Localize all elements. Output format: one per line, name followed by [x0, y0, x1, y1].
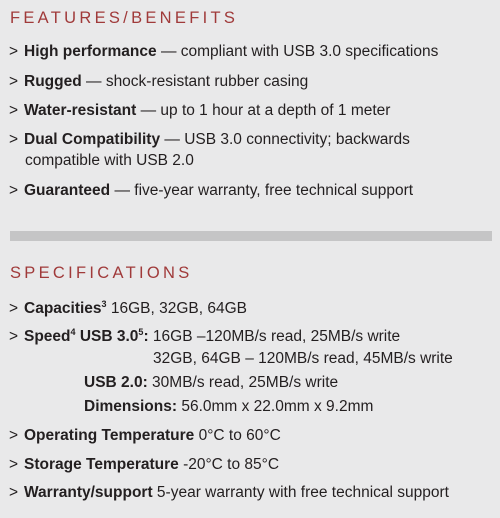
spec-item-speed: [9, 326, 400, 348]
bullet-marker: >: [9, 131, 19, 148]
spec-item-storage-temperature: [9, 454, 279, 476]
feature-text: up to 1 hour at a depth of 1 meter: [160, 102, 391, 119]
bullet-marker: >: [9, 456, 19, 473]
footnote-marker: 3: [101, 299, 107, 309]
spec-value: 5-year warranty with free technical support: [152, 484, 449, 501]
feature-title: Guaranteed: [24, 182, 111, 199]
usb2-value: 30MB/s read, 25MB/s write: [147, 374, 339, 391]
feature-title: Rugged: [24, 73, 82, 90]
spec-value: 0°C to 60°C: [194, 427, 281, 444]
dimensions-line: [84, 396, 373, 418]
spec-label: Warranty/support: [24, 484, 153, 501]
features-benefits-heading: FEATURES/BENEFITS: [10, 9, 239, 27]
bullet-marker: >: [9, 427, 19, 444]
bullet-marker: >: [9, 182, 19, 199]
feature-dash: —: [156, 43, 181, 60]
bullet-marker: >: [9, 484, 19, 501]
feature-dash: —: [136, 102, 161, 119]
spec-value: -20°C to 85°C: [178, 456, 280, 473]
dimensions-label: Dimensions:: [84, 398, 178, 415]
feature-item-guaranteed: [9, 180, 413, 202]
usb2-speed-line: [84, 372, 338, 394]
spec-label: Storage Temperature: [24, 456, 179, 473]
feature-item-rugged: [9, 71, 308, 93]
spec-label: Capacities: [24, 300, 102, 317]
usb3-speed-line1: 16GB –120MB/s read, 25MB/s write: [148, 328, 401, 345]
usb3-speed-line2: 32GB, 64GB – 120MB/s read, 45MB/s write: [153, 350, 453, 367]
feature-item-dual-compatibility: [9, 129, 410, 151]
feature-text-continuation: compatible with USB 2.0: [25, 152, 194, 169]
spec-value: 16GB, 32GB, 64GB: [106, 300, 248, 317]
feature-item-water-resistant: [9, 100, 390, 122]
footnote-marker: 4: [70, 327, 76, 337]
feature-title: High performance: [24, 43, 157, 60]
spec-item-warranty-support: [9, 482, 449, 504]
bullet-marker: >: [9, 73, 19, 90]
feature-item-high-performance: [9, 41, 438, 63]
feature-dash: —: [81, 73, 106, 90]
spec-label: Speed: [24, 328, 71, 345]
footnote-marker: 5: [138, 327, 144, 337]
feature-text: compliant with USB 3.0 specifications: [180, 43, 439, 60]
spec-item-capacities: [9, 298, 247, 320]
spec-item-operating-temperature: [9, 425, 281, 447]
feature-text: shock-resistant rubber casing: [105, 73, 309, 90]
usb3-label: USB 3.0: [75, 328, 139, 345]
usb2-label: USB 2.0:: [84, 374, 148, 391]
bullet-marker: >: [9, 102, 19, 119]
feature-dash: —: [110, 182, 135, 199]
feature-text: five-year warranty, free technical support: [134, 182, 414, 199]
feature-text: USB 3.0 connectivity; backwards: [184, 131, 410, 148]
feature-title: Water-resistant: [24, 102, 137, 119]
spec-label: Operating Temperature: [24, 427, 195, 444]
specifications-heading: SPECIFICATIONS: [10, 264, 193, 282]
feature-dash: —: [160, 131, 185, 148]
bullet-marker: >: [9, 43, 19, 60]
dimensions-value: 56.0mm x 22.0mm x 9.2mm: [177, 398, 374, 415]
bullet-marker: >: [9, 300, 19, 317]
feature-title: Dual Compatibility: [24, 131, 161, 148]
bullet-marker: >: [9, 328, 19, 345]
section-divider: [10, 231, 492, 241]
usb3-colon: :: [143, 328, 149, 345]
